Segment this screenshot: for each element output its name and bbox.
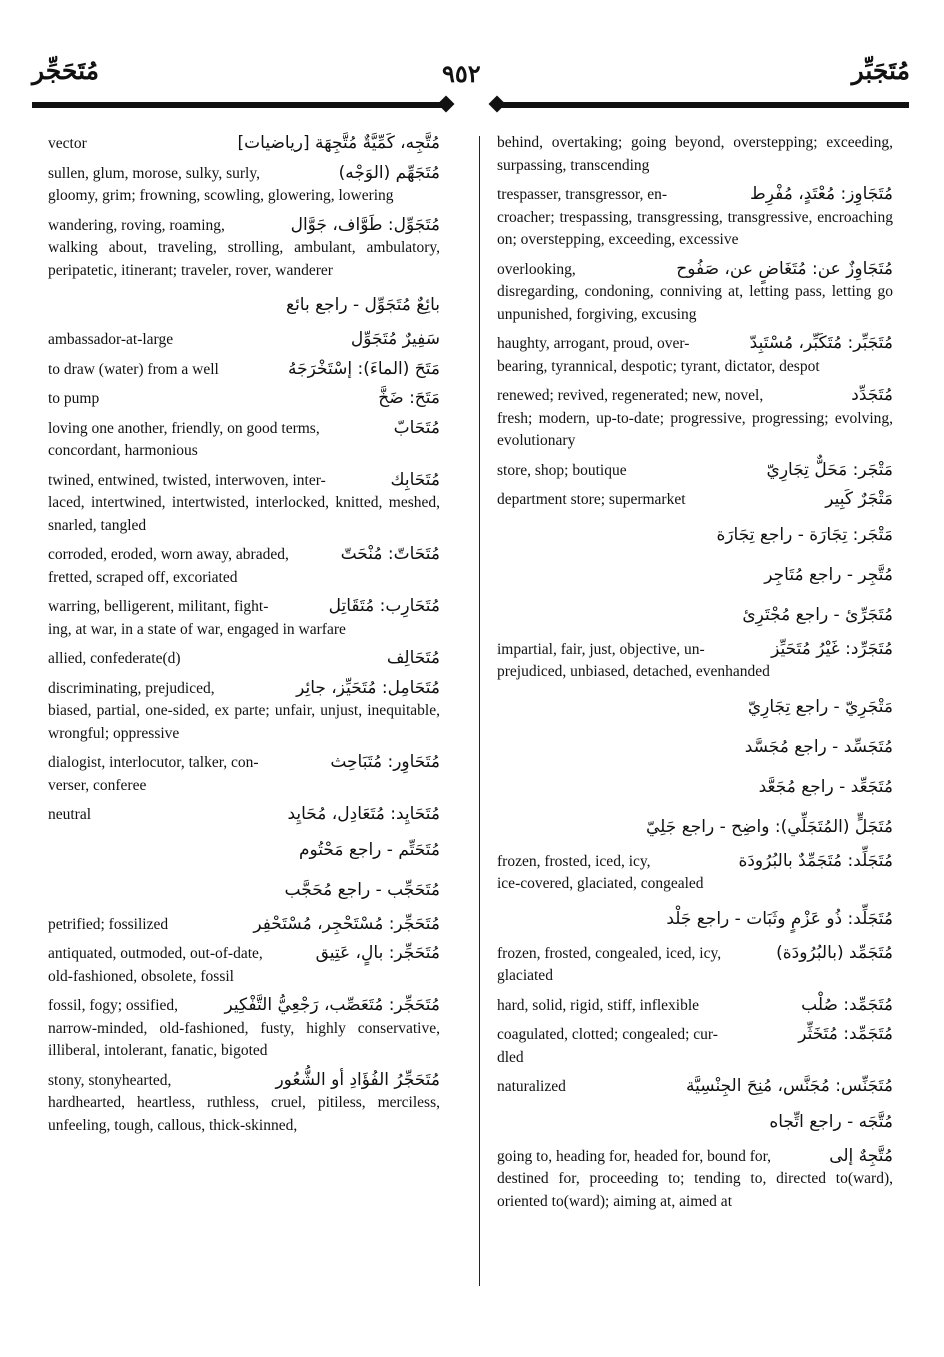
- dictionary-entry: [497, 384, 893, 453]
- arabic-headword: مُتَّجَه - راجع اتِّجاه: [769, 1111, 893, 1132]
- dictionary-entry: [497, 902, 893, 936]
- english-gloss-continued: old-fashioned, obsolete, fossil: [48, 967, 234, 985]
- english-gloss-continued: dled: [497, 1048, 524, 1066]
- dictionary-entry: [48, 1069, 440, 1138]
- english-gloss-continued: gloomy, grim; frowning, scowling, glowering, lowering: [48, 187, 394, 204]
- dictionary-entry: [48, 328, 440, 352]
- arabic-headword: مُتَجَاوِز: مُعْتَدٍ، مُفْرِط: [750, 184, 893, 204]
- dictionary-entry: [497, 942, 893, 988]
- left-column: [48, 132, 440, 1143]
- arabic-headword: مُتَجَرِّئ - راجع مُجْتَرِئ: [742, 604, 893, 625]
- english-gloss: corroded, eroded, worn away, abraded,: [48, 546, 289, 563]
- arabic-headword: مَتَحَ: ضَخَّ: [378, 388, 440, 408]
- arabic-headword: مُتَحَجِّرُ الفُؤَادِ أو الشُّعُور: [275, 1069, 440, 1090]
- dictionary-entry: [497, 690, 893, 724]
- dictionary-entry: [48, 913, 440, 937]
- english-gloss-continued: ing, at war, in a state of war, engaged in warfare: [48, 620, 346, 638]
- arabic-headword: مُتَّجِه، كَمِّيَّةٌ مُتَّجِهَة [رياضيات]: [237, 133, 440, 153]
- english-gloss: petrified; fossilized: [48, 915, 169, 933]
- english-gloss-continued: prejudiced, unbiased, detached, evenhanded: [497, 663, 770, 680]
- english-gloss: impartial, fair, just, objective, un-: [497, 640, 705, 658]
- arabic-headword: مُتَجَدِّد: [851, 385, 893, 405]
- english-gloss: overlooking,: [497, 260, 576, 278]
- arabic-headword: مُتَحَاتّ: مُنْحَتّ: [340, 544, 440, 564]
- dictionary-entry: [48, 677, 440, 746]
- english-gloss-continued: ice-covered, glaciated, congealed: [497, 875, 704, 892]
- english-gloss: neutral: [48, 806, 92, 823]
- english-gloss: to draw (water) from a well: [48, 360, 219, 378]
- dictionary-entry: [48, 543, 440, 589]
- dictionary-entry: [48, 994, 440, 1063]
- arabic-headword: مُتَجَهِّم (الوَجْه): [338, 162, 440, 183]
- english-gloss: loving one another, friendly, on good terms,: [48, 419, 320, 437]
- english-gloss: discriminating, prejudiced,: [48, 679, 215, 697]
- english-gloss: renewed; revived, regenerated; new, novel,: [497, 387, 764, 404]
- arabic-headword: مَتَحَ (الماءَ): إسْتَخْرَجَهُ: [288, 358, 440, 379]
- arabic-headword: مُتَجَلٍّ (المُتَجَلِّي): واضِح - راجع جَلِيّ: [646, 816, 893, 837]
- english-gloss: to pump: [48, 390, 100, 407]
- left-running-headword: مُتَحَجِّر: [32, 58, 100, 85]
- dictionary-entry: [497, 638, 893, 684]
- dictionary-entry: [497, 850, 893, 896]
- dictionary-entry: [48, 942, 440, 988]
- dictionary-entry: [497, 598, 893, 632]
- arabic-headword: بائِعٌ مُتَجَوِّل - راجع بائع: [286, 295, 440, 315]
- arabic-headword: مُتَّجِهٌ إلى: [829, 1145, 893, 1166]
- page-number: ٩٥٢: [442, 62, 481, 88]
- english-gloss: store, shop; boutique: [497, 461, 627, 479]
- english-gloss-continued: verser, conferee: [48, 776, 147, 794]
- english-gloss: antiquated, outmoded, out-of-date,: [48, 945, 263, 962]
- arabic-headword: مُتَجَلِّد: ذُو عَزْمٍ وثَبَات - راجع جَلْد: [666, 908, 893, 929]
- english-gloss-continued: narrow-minded, old-fashioned, fusty, highly conservative, illiberal, intolerant, fanatic, bigoted: [48, 1019, 440, 1059]
- english-gloss: wandering, roving, roaming,: [48, 216, 225, 234]
- arabic-headword: مُتَجَعِّد - راجع مُجَعَّد: [758, 776, 893, 797]
- english-gloss-continued: fresh; modern, up-to-date; progressive, progressing; evolving, evolutionary: [497, 409, 893, 449]
- arabic-headword: مُتَحَجِّب - راجع مُحَجَّب: [284, 879, 440, 900]
- english-gloss: hard, solid, rigid, stiff, inflexible: [497, 996, 700, 1014]
- dictionary-entry: [48, 803, 440, 827]
- dictionary-entry: [497, 994, 893, 1018]
- dictionary-entry: [48, 647, 440, 671]
- english-gloss: sullen, glum, morose, sulky, surly,: [48, 164, 260, 182]
- english-gloss: frozen, frosted, congealed, iced, icy,: [497, 944, 722, 962]
- arabic-headword: مُتَحَجِّر: بالٍ، عَتِيق: [315, 943, 440, 963]
- arabic-headword: مُتَجَمِّد: صُلْب: [801, 994, 893, 1015]
- arabic-headword: مَتْجَرِيّ - راجع تِجَارِيّ: [747, 696, 893, 717]
- dictionary-entry: [497, 1145, 893, 1214]
- english-gloss-continued: fretted, scraped off, excoriated: [48, 568, 238, 586]
- dictionary-entry: [497, 558, 893, 592]
- english-gloss-continued: behind, overtaking; going beyond, overstepping; exceeding, surpassing, transcending: [497, 134, 893, 174]
- dictionary-entry: [497, 1105, 893, 1139]
- right-column: [497, 132, 893, 1219]
- english-gloss-continued: concordant, harmonious: [48, 442, 198, 459]
- english-gloss: vector: [48, 135, 87, 152]
- english-gloss: warring, belligerent, militant, fight-: [48, 598, 269, 615]
- arabic-headword: مُتَجَرِّد: غَيْرُ مُتَحَيِّز: [771, 638, 893, 659]
- arabic-headword: مُتَحَجِّر: مُسْتَحْجِر، مُسْتَحْفِر: [253, 913, 440, 934]
- column-divider: [479, 136, 480, 1286]
- dictionary-entry: [497, 1023, 893, 1069]
- english-gloss: fossil, fogy; ossified,: [48, 997, 179, 1014]
- english-gloss: frozen, frosted, iced, icy,: [497, 852, 651, 870]
- dictionary-entry: [48, 595, 440, 641]
- dictionary-entry: [48, 387, 440, 411]
- arabic-headword: مُتَجَاوِزٌ عن: مُتَغَاضٍ عن، صَفُوح: [676, 258, 893, 279]
- english-gloss-continued: walking about, traveling, strolling, ambulant, ambulatory, peripatetic, itinerant; traveler, rover, wanderer: [48, 239, 440, 279]
- arabic-headword: مُتَجَبِّر: مُتَكَبِّر، مُسْتَبِدّ: [749, 333, 893, 353]
- english-gloss-continued: hardhearted, heartless, ruthless, cruel, pitiless, merciless, unfeeling, tough, callous, thick-skinned,: [48, 1094, 440, 1134]
- english-gloss: naturalized: [497, 1078, 566, 1095]
- arabic-headword: مُتَحَتِّم - راجع مَحْتُوم: [298, 839, 440, 860]
- dictionary-entry: [48, 873, 440, 907]
- arabic-headword: مُتَجَلِّد: مُتَجَمِّدٌ بالبُرُودَة: [738, 850, 893, 871]
- english-gloss: department store; supermarket: [497, 491, 686, 508]
- dictionary-entry: [497, 730, 893, 764]
- dictionary-entry: [497, 183, 893, 252]
- dictionary-entry: [48, 751, 440, 797]
- arabic-headword: مُتَحَايِد: مُتَعَادِل، مُحَايِد: [287, 804, 440, 824]
- arabic-headword: مُتَّجِر - راجع مُتَاجِر: [764, 564, 893, 585]
- dictionary-entry: [497, 132, 893, 177]
- dictionary-entry: [48, 288, 440, 322]
- dictionary-entry: [497, 459, 893, 483]
- english-gloss-continued: bearing, tyrannical, despotic; tyrant, dictator, despot: [497, 357, 820, 375]
- dictionary-entry: [48, 417, 440, 463]
- arabic-headword: مُتَجَمِّد (بالبُرُودَة): [776, 942, 893, 963]
- english-gloss-continued: laced, intertwined, intertwisted, interlocked, knitted, meshed, snarled, tangled: [48, 494, 440, 534]
- english-gloss: stony, stonyhearted,: [48, 1071, 172, 1089]
- arabic-headword: مُتَحَالِف: [386, 648, 440, 668]
- arabic-headword: مُتَجَمِّد: مُتَخَثِّر: [798, 1024, 893, 1044]
- arabic-headword: مُتَحَامِل: مُتَحَيِّز، جائِر: [296, 677, 440, 698]
- english-gloss-continued: disregarding, condoning, conniving at, letting pass, letting go unpunished, forgiving, excusing: [497, 283, 893, 323]
- english-gloss: ambassador-at-large: [48, 331, 174, 348]
- arabic-headword: مَتْجَرٌ كَبِير: [825, 489, 893, 509]
- dictionary-entry: [497, 488, 893, 512]
- arabic-headword: مُتَحَابّ: [393, 417, 440, 438]
- arabic-headword: مَتْجَر: تِجَارَة - راجع تِجَارَة: [716, 524, 893, 545]
- arabic-headword: مُتَحَارِب: مُتَقَاتِل: [328, 596, 440, 616]
- right-running-headword: مُتَجَبِّر: [851, 58, 910, 85]
- arabic-headword: مُتَحَجِّر: مُتَعَصِّب، رَجْعِيُّ التَّفْكِير: [224, 995, 440, 1015]
- english-gloss: coagulated, clotted; congealed; cur-: [497, 1026, 718, 1043]
- arabic-headword: مُتَجَسِّد - راجع مُجَسَّد: [744, 736, 893, 757]
- arabic-headword: مَتْجَر: مَحَلٌّ تِجَارِيّ: [766, 459, 893, 480]
- page-header: [0, 56, 944, 116]
- english-gloss-continued: biased, partial, one-sided, ex parte; unfair, unjust, inequitable, wrongful; oppressive: [48, 702, 440, 742]
- dictionary-entry: [48, 214, 440, 283]
- header-rule-left: [32, 100, 446, 110]
- dictionary-entry: [497, 258, 893, 327]
- arabic-headword: مُتَحَاوِر: مُتَبَاحِث: [330, 752, 440, 772]
- english-gloss: dialogist, interlocutor, talker, con-: [48, 754, 259, 771]
- dictionary-entry: [48, 162, 440, 208]
- english-gloss: allied, confederate(d): [48, 650, 181, 667]
- dictionary-entry: [497, 810, 893, 844]
- dictionary-entry: [48, 469, 440, 538]
- arabic-headword: سَفِيرٌ مُتَجَوِّل: [350, 329, 440, 349]
- english-gloss: haughty, arrogant, proud, over-: [497, 335, 690, 352]
- dictionary-entry: [497, 518, 893, 552]
- dictionary-entry: [48, 833, 440, 867]
- header-rule-right: [497, 100, 909, 110]
- english-gloss: twined, entwined, twisted, interwoven, inter-: [48, 471, 326, 489]
- english-gloss-continued: destined for, proceeding to; tending to, directed to(ward), oriented to(ward); aiming at, aimed at: [497, 1170, 893, 1210]
- english-gloss-continued: glaciated: [497, 967, 553, 984]
- english-gloss-continued: croacher; trespassing, transgressing, transgressive, encroaching on; overstepping, exceeding, excessive: [497, 208, 893, 248]
- arabic-headword: مُتَحَابِك: [390, 469, 440, 490]
- dictionary-entry: [497, 332, 893, 378]
- english-gloss: trespasser, transgressor, en-: [497, 186, 668, 203]
- arabic-headword: مُتَجَوِّل: طَوَّاف، جَوَّال: [290, 214, 440, 235]
- english-gloss: going to, heading for, headed for, bound for,: [497, 1147, 772, 1165]
- arabic-headword: مُتَجَنِّس: مُجَنَّس، مُنِحَ الجِنْسِيَّة: [686, 1076, 893, 1096]
- dictionary-entry: [48, 358, 440, 382]
- dictionary-entry: [48, 132, 440, 156]
- dictionary-entry: [497, 1075, 893, 1099]
- dictionary-entry: [497, 770, 893, 804]
